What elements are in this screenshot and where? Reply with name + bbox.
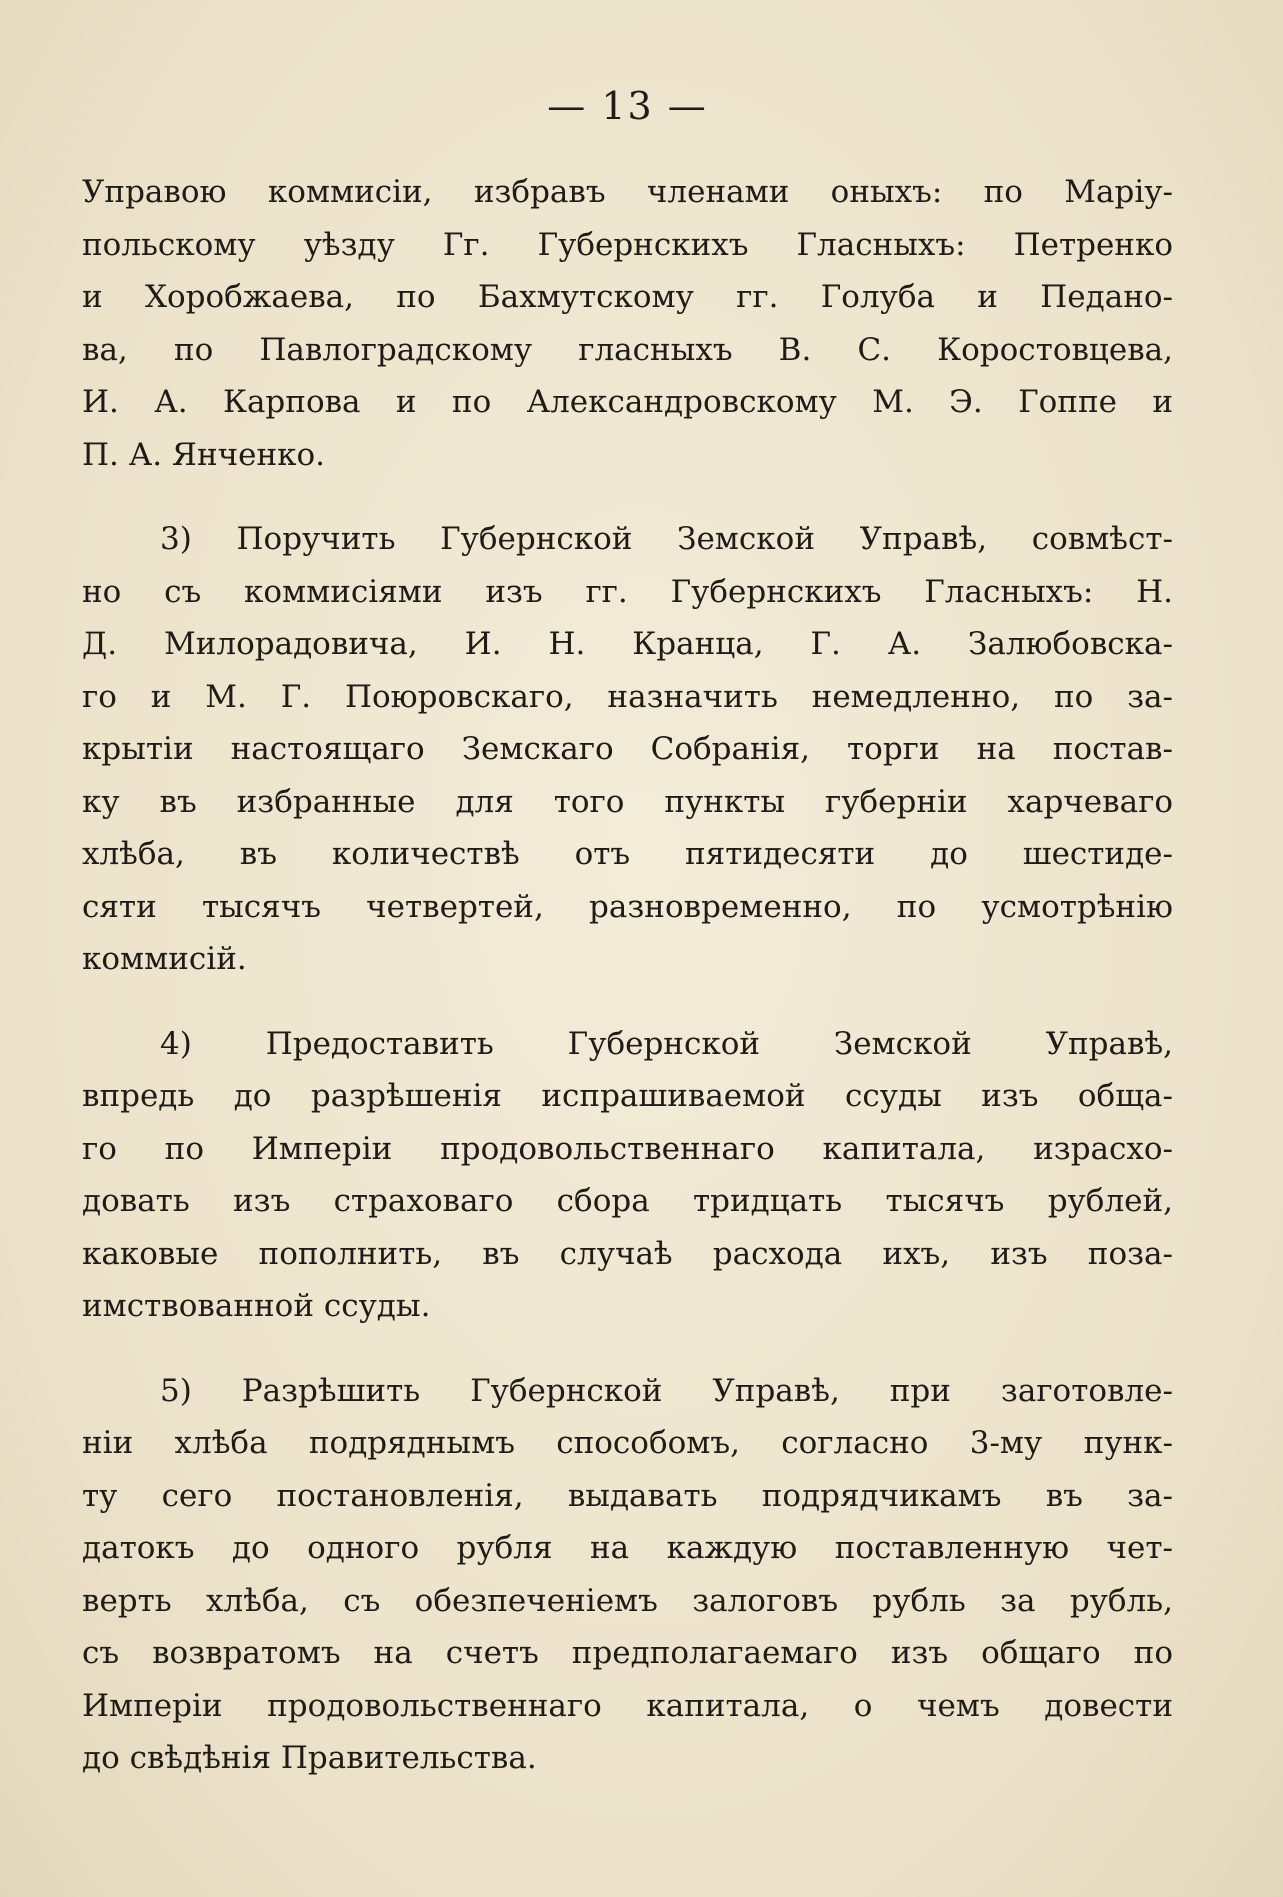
text-line: Имперіи продовольственнаго капитала, о чемъ довести xyxy=(82,1687,1173,1724)
text-line: польскому уѣзду Гг. Губернскихъ Гласныхъ: Петренко xyxy=(82,226,1173,263)
text-line: впредь до разрѣшенія испрашиваемой ссуды изъ обща- xyxy=(82,1078,1173,1114)
text-line: сяти тысячъ четвертей, разновременно, по усмотрѣнію xyxy=(82,888,1173,925)
text-line: Д. Милорадовича, И. Н. Кранца, Г. А. Залюбовска- xyxy=(82,626,1173,662)
text-line: П. А. Янченко. xyxy=(82,436,326,473)
text-line: И. А. Карпова и по Александровскому М. Э. Гоппе и xyxy=(82,384,1173,420)
paragraph-gap xyxy=(82,1333,1173,1365)
text-line: го по Имперіи продовольственнаго капитала, израсхо- xyxy=(82,1130,1173,1167)
page-number: — 13 — xyxy=(547,84,708,128)
text-line: хлѣба, въ количествѣ отъ пятидесяти до шестиде- xyxy=(82,836,1173,872)
text-line: крытіи настоящаго Земскаго Собранія, торги на постав- xyxy=(82,731,1173,767)
paragraph-gap xyxy=(82,986,1173,1018)
text-line: 5) Разрѣшить Губернской Управѣ, при заготовле- xyxy=(160,1372,1173,1409)
text-line: довать изъ страховаго сбора тридцать тысячъ рублей, xyxy=(82,1183,1173,1219)
text-line: верть хлѣба, съ обезпеченіемъ залоговъ рубль за рубль, xyxy=(82,1582,1173,1619)
text-line: 4) Предоставить Губернской Земской Управѣ, xyxy=(160,1025,1173,1062)
paragraph-item-3 xyxy=(82,513,1173,986)
text-line: 3) Поручить Губернской Земской Управѣ, совмѣст- xyxy=(160,521,1173,557)
text-line: ва, по Павлоградскому гласныхъ В. С. Коростовцева, xyxy=(82,331,1173,368)
text-line: коммисій. xyxy=(82,941,247,977)
paragraph-item-5 xyxy=(82,1365,1173,1785)
text-line: ніи хлѣба подряднымъ способомъ, согласно 3-му пунк- xyxy=(82,1425,1173,1461)
text-line: но съ коммисіями изъ гг. Губернскихъ Гласныхъ: Н. xyxy=(82,573,1173,610)
text-line: и Хоробжаева, по Бахмутскому гг. Голуба и Педано- xyxy=(82,279,1173,315)
text-line: каковые пополнить, въ случаѣ расхода ихъ, изъ поза- xyxy=(82,1235,1173,1272)
paragraph-item-4 xyxy=(82,1018,1173,1333)
text-line: датокъ до одного рубля на каждую поставленную чет- xyxy=(82,1530,1173,1566)
text-line: имствованной ссуды. xyxy=(82,1288,431,1324)
text-line: Управою коммисіи, избравъ членами оныхъ: по Маріу- xyxy=(82,174,1173,210)
paragraph-continuation xyxy=(82,166,1173,481)
text-line: ку въ избранные для того пункты губерніи харчеваго xyxy=(82,783,1173,820)
text-line: го и М. Г. Поюровскаго, назначить немедленно, по за- xyxy=(82,678,1173,715)
paragraph-gap xyxy=(82,481,1173,513)
text-line: ту сего постановленія, выдавать подрядчикамъ въ за- xyxy=(82,1477,1173,1514)
text-line: до свѣдѣнія Правительства. xyxy=(82,1740,537,1776)
text-line: съ возвратомъ на счетъ предполагаемаго изъ общаго по xyxy=(82,1635,1173,1671)
